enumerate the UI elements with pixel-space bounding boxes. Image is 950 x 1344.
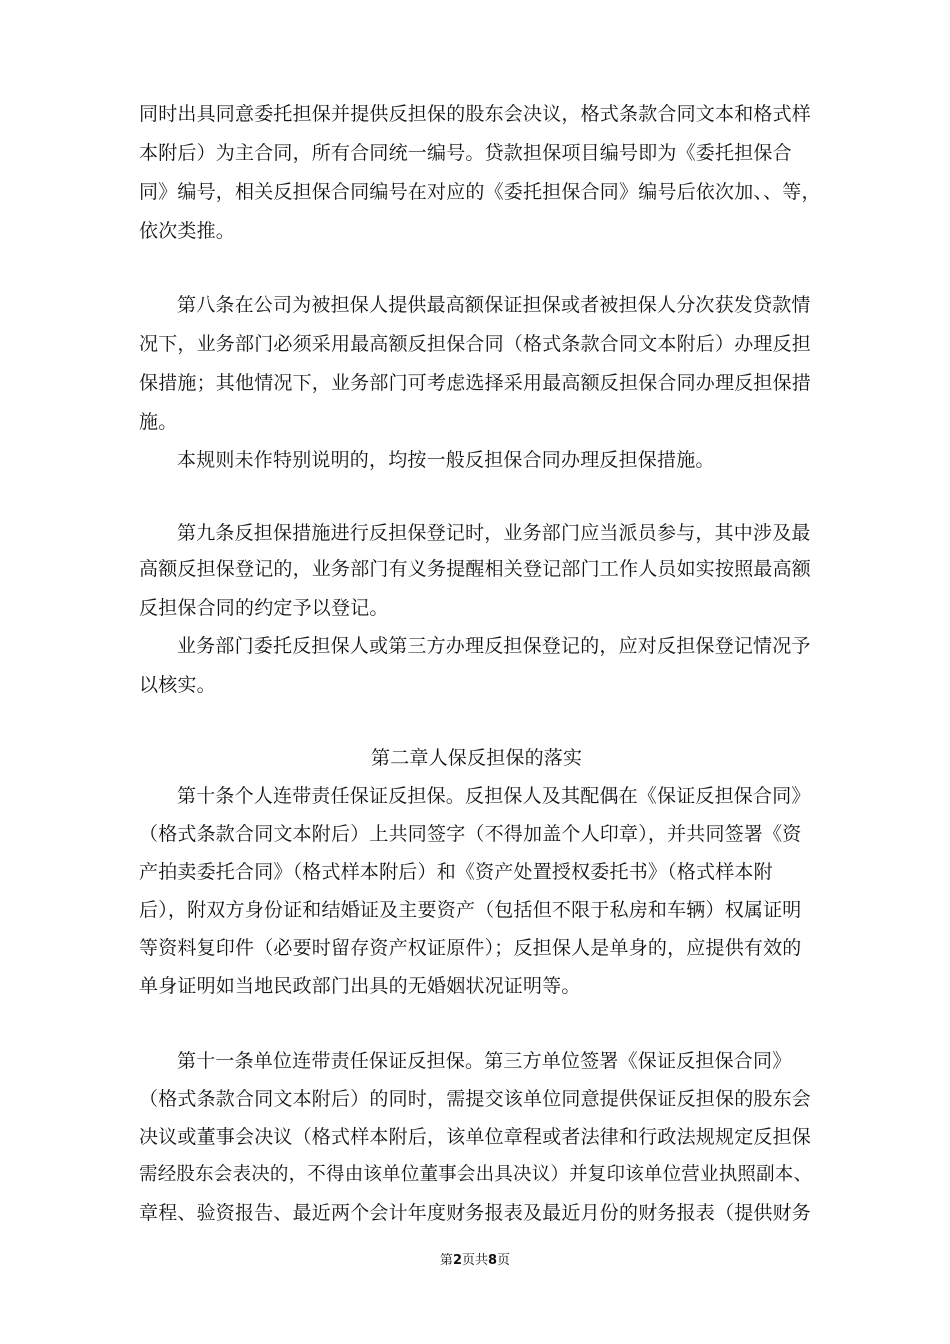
text-line: 同》编号，相关反担保合同编号在对应的《委托担保合同》编号后依次加、、等， <box>139 181 821 203</box>
text-line: 需经股东会表决的，不得由该单位董事会出具决议）并复印该单位营业执照副本、 <box>139 1164 813 1185</box>
text-line: 反担保合同的约定予以登记。 <box>139 597 389 619</box>
text-line: 第十一条单位连带责任保证反担保。第三方单位签署《保证反担保合同》 <box>177 1050 792 1072</box>
text-line: 第九条反担保措施进行反担保登记时，业务部门应当派员参与，其中涉及最 <box>177 522 811 544</box>
text-line: 业务部门委托反担保人或第三方办理反担保登记的，应对反担保登记情况予 <box>177 635 811 657</box>
total-pages-number: 8 <box>488 1253 498 1268</box>
page-footer <box>0 1252 950 1270</box>
text-line: 第十条个人连带责任保证反担保。反担保人及其配偶在《保证反担保合同》 <box>177 785 811 807</box>
text-line: 本附后）为主合同，所有合同统一编号。贷款担保项目编号即为《委托担保合 <box>139 142 792 164</box>
text-line: 第八条在公司为被担保人提供最高额保证担保或者被担保人分次获发贷款情 <box>177 294 811 316</box>
footer-middle: 页共 <box>461 1253 488 1268</box>
text-line: （格式条款合同文本附后）上共同签字（不得加盖个人印章），并共同签署《资 <box>139 823 802 845</box>
footer-suffix: 页 <box>497 1253 511 1268</box>
text-line: 施。 <box>139 411 178 433</box>
text-line: 高额反担保登记的，业务部门有义务提醒相关登记部门工作人员如实按照最高额 <box>139 558 812 580</box>
text-line: （格式条款合同文本附后）的同时，需提交该单位同意提供保证反担保的股东会 <box>139 1088 812 1110</box>
text-line: 本规则未作特别说明的，均按一般反担保合同办理反担保措施。 <box>177 449 715 471</box>
text-line: 章程、验资报告、最近两个会计年度财务报表及最近月份的财务报表（提供财务 <box>139 1202 812 1224</box>
current-page-number: 2 <box>452 1253 462 1268</box>
text-line: 单身证明如当地民政部门出具的无婚姻状况证明等。 <box>139 975 581 997</box>
text-line: 保措施；其他情况下，业务部门可考虑选择采用最高额反担保合同办理反担保措 <box>139 372 812 394</box>
text-line: 产拍卖委托合同》（格式样本附后）和《资产处置授权委托书》（格式样本附 <box>139 861 773 883</box>
footer-prefix: 第 <box>439 1253 453 1268</box>
text-line: 等资料复印件（必要时留存资产权证原件）；反担保人是单身的，应提供有效的 <box>139 937 802 959</box>
chapter-heading: 第二章人保反担保的落实 <box>371 747 583 769</box>
text-line: 以核实。 <box>139 674 216 696</box>
text-line: 后），附双方身份证和结婚证及主要资产（包括但不限于私房和车辆）权属证明 <box>139 899 802 921</box>
text-line: 况下，业务部门必须采用最高额反担保合同（格式条款合同文本附后）办理反担 <box>139 333 812 355</box>
text-line: 决议或董事会决议（格式样本附后，该单位章程或者法律和行政法规规定反担保 <box>139 1126 812 1148</box>
text-line: 同时出具同意委托担保并提供反担保的股东会决议，格式条款合同文本和格式样 <box>139 103 812 125</box>
text-line: 依次类推。 <box>139 220 236 242</box>
